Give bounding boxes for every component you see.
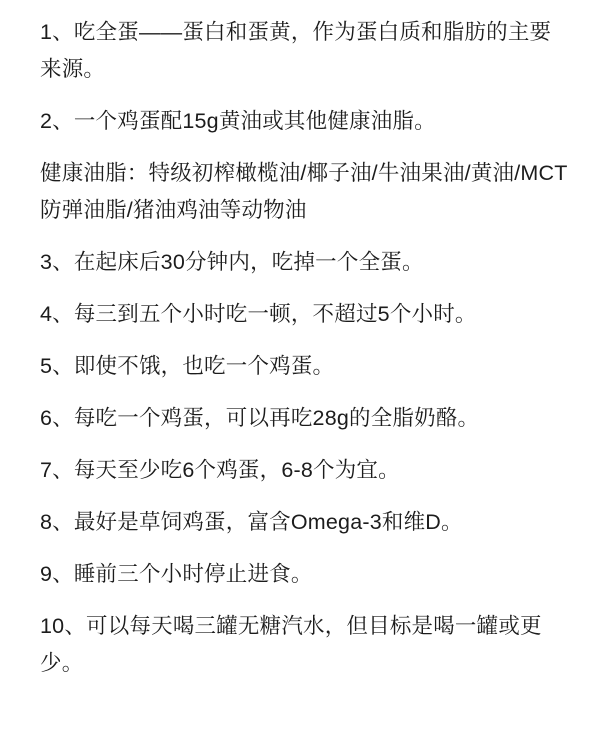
list-item: 4、每三到五个小时吃一顿，不超过5个小时。 <box>40 302 477 326</box>
list-item-note: 健康油脂：特级初榨橄榄油/椰子油/牛油果油/黄油/MCT防弹油脂/猪油鸡油等动物油 <box>40 161 568 222</box>
list-item: 2、一个鸡蛋配15g黄油或其他健康油脂。 <box>40 109 436 133</box>
list-item: 10、可以每天喝三罐无糖汽水，但目标是喝一罐或更少。 <box>40 614 542 675</box>
list-item: 1、吃全蛋——蛋白和蛋黄，作为蛋白质和脂肪的主要来源。 <box>40 20 552 81</box>
list-item: 9、睡前三个小时停止进食。 <box>40 562 313 586</box>
list-item: 8、最好是草饲鸡蛋，富含Omega-3和维D。 <box>40 510 463 534</box>
list-item: 5、即使不饿，也吃一个鸡蛋。 <box>40 354 335 378</box>
list-item: 7、每天至少吃6个鸡蛋，6-8个为宜。 <box>40 458 400 482</box>
list-item: 6、每吃一个鸡蛋，可以再吃28g的全脂奶酪。 <box>40 406 480 430</box>
list-item: 3、在起床后30分钟内，吃掉一个全蛋。 <box>40 250 424 274</box>
